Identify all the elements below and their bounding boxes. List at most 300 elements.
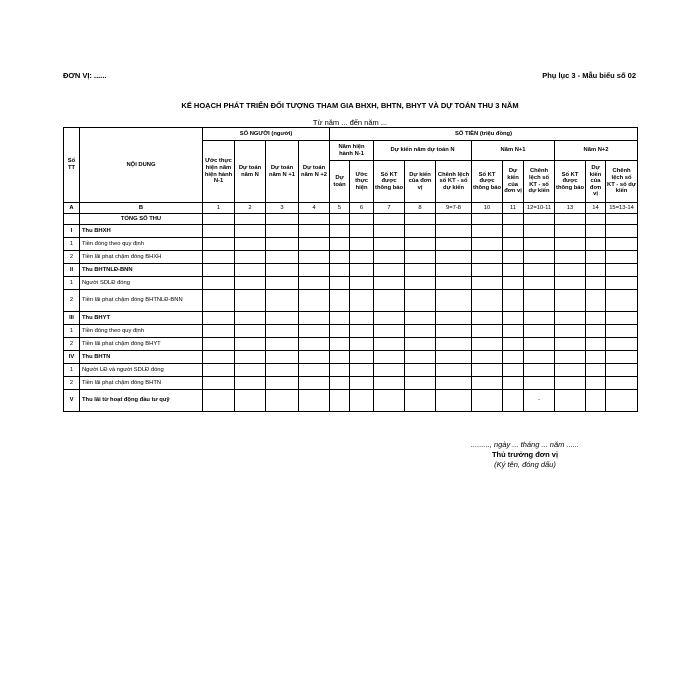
table-cell xyxy=(436,251,472,264)
table-cell xyxy=(586,277,606,290)
table-cell xyxy=(405,225,436,238)
col-index: A xyxy=(64,203,80,214)
table-cell xyxy=(555,251,586,264)
table-cell xyxy=(350,238,374,251)
row-stt: 2 xyxy=(64,251,80,264)
col-index: 1 xyxy=(203,203,235,214)
table-cell xyxy=(266,225,299,238)
col-index: 6 xyxy=(350,203,374,214)
table-cell xyxy=(299,214,330,225)
table-cell xyxy=(266,351,299,364)
table-row xyxy=(64,312,638,325)
row-content: Thu BHYT xyxy=(80,312,203,325)
table-cell xyxy=(350,351,374,364)
table-row xyxy=(64,364,638,377)
table-cell xyxy=(436,312,472,325)
table-cell xyxy=(330,364,350,377)
header-money-col: Chênh lệch số KT - số dự kiến xyxy=(436,161,472,203)
table-cell xyxy=(330,277,350,290)
table-cell xyxy=(555,290,586,312)
table-cell xyxy=(436,225,472,238)
table-cell xyxy=(299,264,330,277)
table-cell xyxy=(555,214,586,225)
total-label: TỔNG SỐ THU xyxy=(80,214,203,225)
table-cell xyxy=(472,338,503,351)
table-cell xyxy=(472,377,503,390)
table-cell xyxy=(586,264,606,277)
table-cell xyxy=(606,325,638,338)
row-stt: I xyxy=(64,225,80,238)
table-cell xyxy=(472,364,503,377)
table-cell xyxy=(350,390,374,412)
place-date: ........., ngày ... tháng ... năm ...... xyxy=(471,440,579,449)
table-cell xyxy=(555,364,586,377)
header-money-col: Dự kiến của đơn vị xyxy=(503,161,524,203)
table-cell xyxy=(606,338,638,351)
table-cell xyxy=(586,214,606,225)
table-cell xyxy=(235,225,266,238)
header-people-group: SỐ NGƯỜI (người) xyxy=(203,128,330,141)
table-cell xyxy=(555,325,586,338)
table-cell xyxy=(436,325,472,338)
table-cell xyxy=(235,312,266,325)
document-title: KẾ HOẠCH PHÁT TRIỂN ĐỐI TƯỢNG THAM GIA BHXH, BHTN, BHYT VÀ DỰ TOÁN THU 3 NĂM xyxy=(181,101,519,110)
header-money-col: Dự kiến của đơn vị xyxy=(586,161,606,203)
table-cell xyxy=(266,238,299,251)
table-cell xyxy=(586,351,606,364)
table-cell xyxy=(266,251,299,264)
table-cell xyxy=(203,277,235,290)
table-cell xyxy=(299,290,330,312)
table-cell xyxy=(503,338,524,351)
table-row xyxy=(64,238,638,251)
row-content: Người SDLĐ đóng xyxy=(80,277,203,290)
table-cell xyxy=(374,338,405,351)
signer-role: Thủ trưởng đơn vị xyxy=(491,449,559,459)
row-content: Thu BHXH xyxy=(80,225,203,238)
table-cell xyxy=(436,214,472,225)
header-content: NỘI DUNG xyxy=(80,128,203,203)
table-cell xyxy=(266,312,299,325)
table-cell xyxy=(299,277,330,290)
table-cell xyxy=(555,390,586,412)
table-cell xyxy=(350,277,374,290)
header-money-col: Số KT được thông báo xyxy=(472,161,503,203)
table-cell xyxy=(374,225,405,238)
signature-block xyxy=(440,440,610,469)
table-cell xyxy=(350,377,374,390)
table-cell xyxy=(586,225,606,238)
table-cell xyxy=(524,338,555,351)
table-cell xyxy=(436,277,472,290)
col-index: 8 xyxy=(405,203,436,214)
table-cell xyxy=(524,238,555,251)
table-cell xyxy=(405,338,436,351)
table-cell xyxy=(330,325,350,338)
table-cell xyxy=(203,312,235,325)
table-cell xyxy=(266,290,299,312)
table-row xyxy=(64,277,638,290)
header-money-col: Ước thực hiện xyxy=(350,161,374,203)
table-cell xyxy=(266,377,299,390)
table-cell xyxy=(299,351,330,364)
table-cell xyxy=(266,277,299,290)
table-cell xyxy=(436,364,472,377)
table-cell xyxy=(235,214,266,225)
table-cell xyxy=(266,364,299,377)
col-index: 10 xyxy=(472,203,503,214)
table-cell xyxy=(472,264,503,277)
header-year-n2: Năm N+2 xyxy=(555,141,638,161)
table-cell xyxy=(555,277,586,290)
table-cell xyxy=(503,251,524,264)
table-cell xyxy=(586,251,606,264)
table-cell xyxy=(405,251,436,264)
col-index: 2 xyxy=(235,203,266,214)
table-cell xyxy=(235,277,266,290)
table-cell xyxy=(374,290,405,312)
col-index: 14 xyxy=(586,203,606,214)
table-cell xyxy=(503,290,524,312)
row-content: Tiền lãi phạt chậm đóng BHTN xyxy=(80,377,203,390)
table-cell xyxy=(405,214,436,225)
table-cell xyxy=(299,390,330,412)
table-cell xyxy=(350,338,374,351)
table-cell xyxy=(235,238,266,251)
table-cell xyxy=(472,277,503,290)
col-index: 9=7-8 xyxy=(436,203,472,214)
row-stt: III xyxy=(64,312,80,325)
col-index: 7 xyxy=(374,203,405,214)
table-cell xyxy=(203,325,235,338)
table-cell xyxy=(405,290,436,312)
header-money-group: SỐ TIỀN (triệu đồng) xyxy=(330,128,638,141)
column-index-row xyxy=(64,203,638,214)
period-line: Từ năm ... đến năm ... xyxy=(312,118,388,127)
signature-note: (Ký tên, đóng dấu) xyxy=(494,459,556,469)
col-index: 11 xyxy=(503,203,524,214)
table-cell xyxy=(203,290,235,312)
table-cell xyxy=(606,312,638,325)
table-cell xyxy=(606,225,638,238)
row-stt: 2 xyxy=(64,338,80,351)
col-index: 12=10-11 xyxy=(524,203,555,214)
table-cell xyxy=(586,312,606,325)
table-cell xyxy=(503,214,524,225)
table-cell xyxy=(503,225,524,238)
table-cell xyxy=(374,238,405,251)
table-cell xyxy=(235,251,266,264)
table-cell xyxy=(524,377,555,390)
table-cell xyxy=(524,325,555,338)
table-cell xyxy=(203,225,235,238)
row-content: Tiền lãi phạt chậm đóng BHTNLĐ-BNN xyxy=(80,290,203,312)
table-cell xyxy=(330,390,350,412)
table-cell xyxy=(436,264,472,277)
table-cell xyxy=(235,290,266,312)
table-cell xyxy=(586,390,606,412)
table-cell xyxy=(299,377,330,390)
table-cell xyxy=(524,251,555,264)
table-cell xyxy=(555,351,586,364)
table-cell xyxy=(586,325,606,338)
table-cell xyxy=(64,214,80,225)
table-cell xyxy=(299,325,330,338)
table-cell xyxy=(203,338,235,351)
header-money-col: Chênh lệch số KT - số dự kiến xyxy=(606,161,638,203)
row-stt: 1 xyxy=(64,277,80,290)
table-cell xyxy=(472,251,503,264)
header-forecast-n: Dự kiến năm dự toán N xyxy=(374,141,472,161)
table-cell xyxy=(299,251,330,264)
table-cell xyxy=(330,351,350,364)
table-cell xyxy=(374,312,405,325)
row-stt: 1 xyxy=(64,238,80,251)
table-row xyxy=(64,390,638,412)
table-cell xyxy=(436,351,472,364)
table-cell xyxy=(472,214,503,225)
table-cell xyxy=(203,377,235,390)
table-cell xyxy=(405,351,436,364)
table-cell xyxy=(586,290,606,312)
header-money-col: Dự kiến của đơn vị xyxy=(405,161,436,203)
table-cell xyxy=(203,251,235,264)
table-row xyxy=(64,377,638,390)
table-cell xyxy=(350,264,374,277)
row-content: Tiền lãi phạt chậm đóng BHYT xyxy=(80,338,203,351)
table-cell xyxy=(266,338,299,351)
unit-label: ĐƠN VỊ: ...... xyxy=(63,71,107,80)
table-cell xyxy=(330,264,350,277)
table-cell xyxy=(555,238,586,251)
row-stt: 2 xyxy=(64,290,80,312)
table-cell xyxy=(472,390,503,412)
col-index: B xyxy=(80,203,203,214)
row-content: Tiền đóng theo quy định xyxy=(80,238,203,251)
table-cell xyxy=(266,214,299,225)
table-cell xyxy=(203,238,235,251)
table-row xyxy=(64,351,638,364)
col-index: 13 xyxy=(555,203,586,214)
table-cell xyxy=(503,277,524,290)
header-people-col: Dự toán năm N +2 xyxy=(299,141,330,203)
table-cell xyxy=(374,390,405,412)
table-cell xyxy=(524,214,555,225)
table-cell xyxy=(503,325,524,338)
table-cell xyxy=(405,364,436,377)
total-row xyxy=(64,214,638,225)
table-cell xyxy=(405,377,436,390)
table-cell xyxy=(235,264,266,277)
table-cell xyxy=(606,390,638,412)
table-cell xyxy=(436,390,472,412)
table-cell xyxy=(350,325,374,338)
table-cell xyxy=(374,277,405,290)
table-row xyxy=(64,290,638,312)
table-cell xyxy=(374,377,405,390)
table-cell xyxy=(472,225,503,238)
row-content: Tiền đóng theo quy định xyxy=(80,325,203,338)
table-cell xyxy=(436,290,472,312)
table-cell xyxy=(606,290,638,312)
table-cell xyxy=(374,364,405,377)
table-cell xyxy=(472,351,503,364)
table-cell xyxy=(555,312,586,325)
table-cell xyxy=(203,390,235,412)
row-content: Thu BHTN xyxy=(80,351,203,364)
table-row xyxy=(64,338,638,351)
table-cell xyxy=(299,238,330,251)
table-cell xyxy=(203,214,235,225)
table-cell xyxy=(436,238,472,251)
header-stt: Số TT xyxy=(64,128,80,203)
table-body xyxy=(64,214,638,412)
table-cell xyxy=(586,338,606,351)
table-cell xyxy=(524,225,555,238)
table-row xyxy=(64,225,638,238)
table-cell xyxy=(374,351,405,364)
table-cell xyxy=(299,312,330,325)
table-cell xyxy=(235,338,266,351)
row-stt: IV xyxy=(64,351,80,364)
table-cell xyxy=(555,377,586,390)
table-cell xyxy=(299,225,330,238)
table-cell xyxy=(374,325,405,338)
table-cell xyxy=(203,264,235,277)
table-cell xyxy=(503,351,524,364)
table-cell xyxy=(374,214,405,225)
table-cell xyxy=(472,312,503,325)
table-cell xyxy=(266,325,299,338)
table-cell xyxy=(405,264,436,277)
table-cell xyxy=(503,312,524,325)
row-content: Thu lãi từ hoạt động đầu tư quỹ xyxy=(80,390,203,412)
table-cell xyxy=(606,377,638,390)
table-cell xyxy=(503,364,524,377)
table-cell xyxy=(235,377,266,390)
col-index: 15=13-14 xyxy=(606,203,638,214)
table-cell xyxy=(374,264,405,277)
table-cell xyxy=(524,277,555,290)
table-cell xyxy=(350,214,374,225)
table-cell xyxy=(330,312,350,325)
table-cell xyxy=(330,238,350,251)
table-cell xyxy=(586,377,606,390)
table-cell xyxy=(203,351,235,364)
plan-table xyxy=(63,127,638,412)
row-content: Người LĐ và người SDLĐ đóng xyxy=(80,364,203,377)
row-stt: II xyxy=(64,264,80,277)
table-cell xyxy=(606,214,638,225)
last-row-mark: - xyxy=(524,390,555,412)
table-cell xyxy=(436,377,472,390)
table-cell xyxy=(299,364,330,377)
row-stt: 1 xyxy=(64,364,80,377)
table-cell xyxy=(266,264,299,277)
table-cell xyxy=(235,364,266,377)
table-cell xyxy=(606,251,638,264)
table-cell xyxy=(330,251,350,264)
table-cell xyxy=(606,277,638,290)
table-cell xyxy=(503,264,524,277)
header-current-year: Năm hiện hành N-1 xyxy=(330,141,374,161)
table-cell xyxy=(330,377,350,390)
table-cell xyxy=(606,364,638,377)
table-cell xyxy=(586,238,606,251)
table-cell xyxy=(330,338,350,351)
table-cell xyxy=(524,264,555,277)
col-index: 5 xyxy=(330,203,350,214)
table-cell xyxy=(524,364,555,377)
table-row xyxy=(64,264,638,277)
appendix-label: Phụ lục 3 - Mẫu biểu số 02 xyxy=(542,71,636,80)
table-cell xyxy=(330,214,350,225)
header-money-col: Dự toán xyxy=(330,161,350,203)
header-people-col: Ước thực hiện năm hiện hành N-1 xyxy=(203,141,235,203)
table-cell xyxy=(606,264,638,277)
table-cell xyxy=(350,225,374,238)
table-cell xyxy=(586,364,606,377)
table-cell xyxy=(503,377,524,390)
table-cell xyxy=(524,290,555,312)
table-cell xyxy=(436,338,472,351)
table-row xyxy=(64,251,638,264)
header-people-col: Dự toán năm N xyxy=(235,141,266,203)
table-cell xyxy=(524,351,555,364)
table-cell xyxy=(266,390,299,412)
table-cell xyxy=(330,225,350,238)
table-cell xyxy=(405,277,436,290)
table-cell xyxy=(235,325,266,338)
table-cell xyxy=(350,312,374,325)
table-row xyxy=(64,325,638,338)
header-year-n1: Năm N+1 xyxy=(472,141,555,161)
table-cell xyxy=(203,364,235,377)
table-cell xyxy=(503,238,524,251)
header-money-col: Số KT được thông báo xyxy=(374,161,405,203)
header-money-col: Chênh lệch số KT - số dự kiến xyxy=(524,161,555,203)
table-cell xyxy=(405,238,436,251)
row-stt: 1 xyxy=(64,325,80,338)
row-stt: V xyxy=(64,390,80,412)
table-cell xyxy=(472,325,503,338)
table-cell xyxy=(350,364,374,377)
table-cell xyxy=(555,338,586,351)
row-content: Tiền lãi phạt chậm đóng BHXH xyxy=(80,251,203,264)
table-cell xyxy=(299,338,330,351)
table-cell xyxy=(350,251,374,264)
table-cell xyxy=(503,390,524,412)
col-index: 3 xyxy=(266,203,299,214)
header-money-col: Số KT được thông báo xyxy=(555,161,586,203)
table-cell xyxy=(330,290,350,312)
table-cell xyxy=(555,264,586,277)
table-cell xyxy=(472,290,503,312)
table-cell xyxy=(606,238,638,251)
table-cell xyxy=(235,351,266,364)
table-cell xyxy=(374,251,405,264)
table-cell xyxy=(405,312,436,325)
table-cell xyxy=(235,390,266,412)
table-cell xyxy=(555,225,586,238)
row-content: Thu BHTNLĐ-BNN xyxy=(80,264,203,277)
col-index: 4 xyxy=(299,203,330,214)
table-cell xyxy=(350,290,374,312)
table-cell xyxy=(405,325,436,338)
header-people-col: Dự toán năm N +1 xyxy=(266,141,299,203)
table-cell xyxy=(606,351,638,364)
table-cell xyxy=(405,390,436,412)
